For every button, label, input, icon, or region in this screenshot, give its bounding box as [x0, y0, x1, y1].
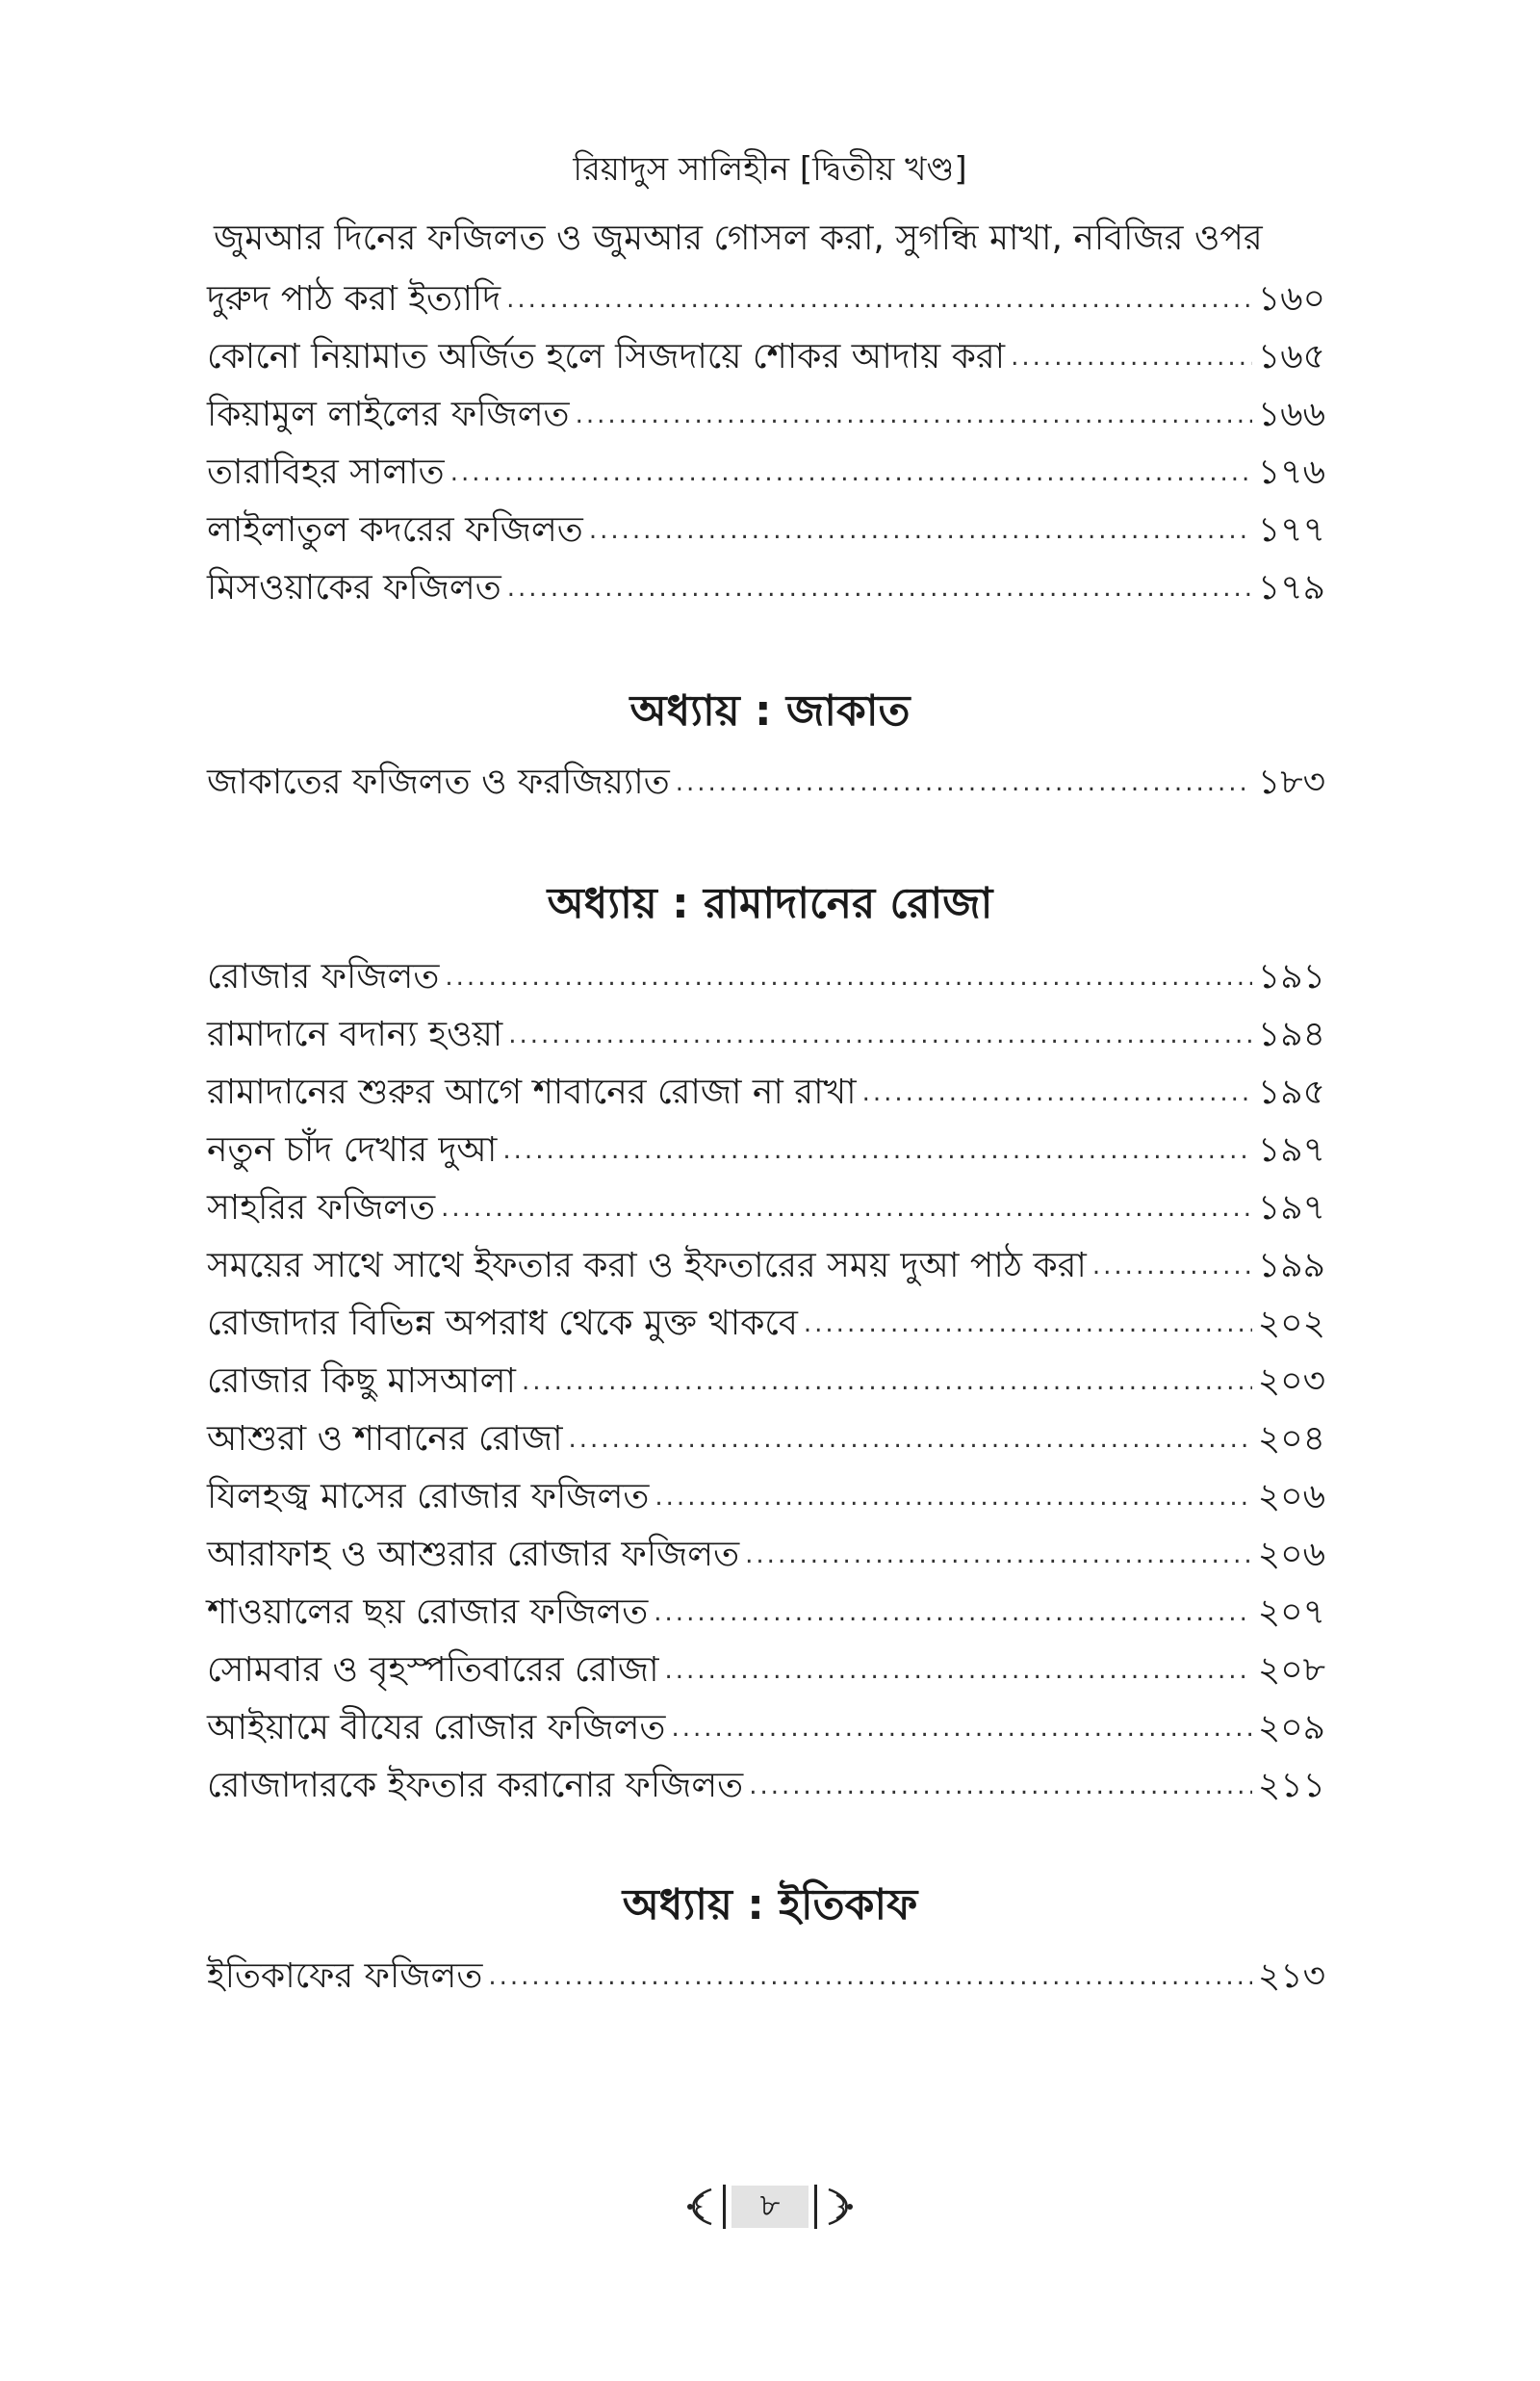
toc-entry-page: ২০৭ — [1257, 1592, 1325, 1632]
toc-entry — [207, 1648, 1325, 1693]
dot-leader — [488, 1954, 1251, 1999]
dot-leader — [502, 1128, 1251, 1173]
toc-entry — [207, 566, 1325, 610]
chapter-heading: অধ্যায় : জাকাত — [629, 686, 911, 736]
ornament-right-icon — [823, 2186, 858, 2228]
dot-leader — [441, 1186, 1252, 1230]
toc-entry-page: ১৭৬ — [1257, 453, 1325, 492]
toc-entry-title: নতুন চাঁদ দেখার দুআ — [207, 1130, 498, 1170]
toc-entry — [207, 1071, 1325, 1115]
dot-leader — [445, 955, 1252, 999]
toc-entry — [207, 1706, 1325, 1750]
toc-entry-title: সময়ের সাথে সাথে ইফতার করা ও ইফতারের সময় দুআ পাঠ করা — [207, 1246, 1087, 1285]
toc-entry — [207, 1128, 1325, 1173]
dot-leader — [450, 451, 1252, 495]
dot-leader — [1011, 335, 1252, 379]
folio-bar-right — [814, 2185, 817, 2229]
toc-entry-title: যিলহজ্ব মাসের রোজার ফজিলত — [207, 1477, 650, 1516]
toc-entry-page: ১৯১ — [1257, 957, 1325, 996]
dot-leader — [569, 1417, 1252, 1462]
toc-entry — [207, 761, 1325, 805]
dot-leader — [665, 1648, 1252, 1693]
dot-leader — [749, 1764, 1252, 1808]
toc-entry-title: আশুরা ও শাবানের রোজা — [207, 1419, 563, 1459]
dot-leader — [745, 1533, 1252, 1577]
toc-entry-page: ১৯৭ — [1257, 1188, 1325, 1228]
toc-entry-page: ২১১ — [1257, 1766, 1325, 1805]
chapter-heading: অধ্যায় : রামাদানের রোজা — [547, 879, 993, 928]
dot-leader — [676, 761, 1252, 805]
toc-entry-page: ১৬৬ — [1257, 395, 1325, 434]
page-folio — [674, 2178, 866, 2236]
ornament-left-icon — [682, 2186, 717, 2228]
toc-entry-page: ২০৮ — [1257, 1650, 1325, 1690]
toc-entry-page: ২০৯ — [1257, 1708, 1325, 1747]
toc-entry-page: ১৭৭ — [1257, 510, 1325, 550]
dot-leader — [576, 393, 1252, 437]
page-number: ৮ — [732, 2186, 808, 2228]
toc-entry-title: সোমবার ও বৃহস্পতিবারের রোজা — [207, 1650, 659, 1690]
toc-entry-title: রামাদানের শুরুর আগে শাবানের রোজা না রাখা — [207, 1073, 857, 1112]
toc-entry-page: ২০৬ — [1257, 1477, 1325, 1516]
toc-entry-title: আরাফাহ ও আশুরার রোজার ফজিলত — [207, 1535, 740, 1574]
dot-leader — [508, 1013, 1252, 1057]
toc-entry — [207, 1764, 1325, 1808]
toc-entry-title: রামাদানে বদান্য হওয়া — [207, 1015, 503, 1054]
toc-entry — [207, 1475, 1325, 1519]
toc-entry — [207, 1954, 1325, 1999]
dot-leader — [589, 508, 1252, 553]
toc-entry — [207, 1013, 1325, 1057]
toc-entry-title: দুরুদ পাঠ করা ইত্যাদি — [207, 279, 501, 319]
running-header: রিয়াদুস সালিহীন [দ্বিতীয় খণ্ড] — [573, 150, 967, 189]
dot-leader — [804, 1302, 1252, 1346]
toc-entry-page: ২০৬ — [1257, 1535, 1325, 1574]
toc-entry — [207, 451, 1325, 495]
toc-entry-page: ১৯৭ — [1257, 1130, 1325, 1170]
toc-entry — [207, 1591, 1325, 1635]
toc-entry-title: আইয়ামে বীযের রোজার ফজিলত — [207, 1708, 666, 1747]
toc-entry-title: কিয়ামুল লাইলের ফজিলত — [207, 395, 570, 434]
toc-entry-page: ১৮৩ — [1257, 763, 1325, 802]
toc-entry — [207, 335, 1325, 379]
toc-entry-title: রোজাদারকে ইফতার করানোর ফজিলত — [207, 1766, 744, 1805]
dot-leader — [654, 1591, 1251, 1635]
toc-entry-page: ২০৪ — [1257, 1419, 1325, 1459]
toc-entry-title: ইতিকাফের ফজিলত — [207, 1956, 483, 1996]
dot-leader — [522, 1359, 1252, 1404]
toc-entry — [207, 508, 1325, 553]
toc-entry-title: শাওয়ালের ছয় রোজার ফজিলত — [207, 1592, 649, 1632]
toc-entry-page: ১৬৫ — [1257, 337, 1325, 376]
dot-leader — [506, 277, 1252, 322]
toc-entry-title: কোনো নিয়ামাত অর্জিত হলে সিজদায়ে শোকর আদায় করা — [207, 337, 1006, 376]
toc-entry-page: ১৬০ — [1257, 279, 1325, 319]
toc-entry-page: ১৯৫ — [1257, 1073, 1325, 1112]
toc-entry-title: মিসওয়াকের ফজিলত — [207, 568, 501, 608]
folio-bar-left — [723, 2185, 726, 2229]
toc-entry — [207, 1417, 1325, 1462]
toc-entry-page: ১৭৯ — [1257, 568, 1325, 608]
toc-entry-title: রোজার কিছু মাসআলা — [207, 1361, 516, 1401]
chapter-heading: অধ্যায় : ইতিকাফ — [622, 1880, 918, 1929]
toc-entry — [207, 1244, 1325, 1288]
toc-entry — [207, 1359, 1325, 1404]
toc-entry-title: জাকাতের ফজিলত ও ফরজিয়্যাত — [207, 763, 670, 802]
dot-leader — [862, 1071, 1252, 1115]
toc-entry-title: তারাবিহর সালাত — [207, 453, 445, 492]
toc-entry-title: রোজাদার বিভিন্ন অপরাধ থেকে মুক্ত থাকবে — [207, 1304, 798, 1343]
toc-entry — [207, 277, 1325, 322]
toc-entry — [207, 955, 1325, 999]
toc-entry-page: ১৯৯ — [1257, 1246, 1325, 1285]
dot-leader — [1092, 1244, 1252, 1288]
toc-entry-title: লাইলাতুল কদরের ফজিলত — [207, 510, 583, 550]
toc-entry-page: ১৯৪ — [1257, 1015, 1325, 1054]
dot-leader — [654, 1475, 1251, 1519]
toc-entry-page: ২১৩ — [1257, 1956, 1325, 1996]
toc-entry-page: ২০৩ — [1257, 1361, 1325, 1401]
dot-leader — [507, 566, 1252, 610]
toc-entry — [207, 393, 1325, 437]
toc-entry — [207, 1186, 1325, 1230]
toc-entry-title: সাহরির ফজিলত — [207, 1188, 436, 1228]
toc-entry-page: ২০২ — [1257, 1304, 1325, 1343]
toc-entry-first-line: জুমআর দিনের ফজিলত ও জুমআর গোসল করা, সুগন্ধি মাখা, নবিজির ওপর — [214, 219, 1263, 258]
toc-entry — [207, 1302, 1325, 1346]
dot-leader — [671, 1706, 1251, 1750]
toc-entry-title: রোজার ফজিলত — [207, 957, 440, 996]
toc-entry — [207, 1533, 1325, 1577]
